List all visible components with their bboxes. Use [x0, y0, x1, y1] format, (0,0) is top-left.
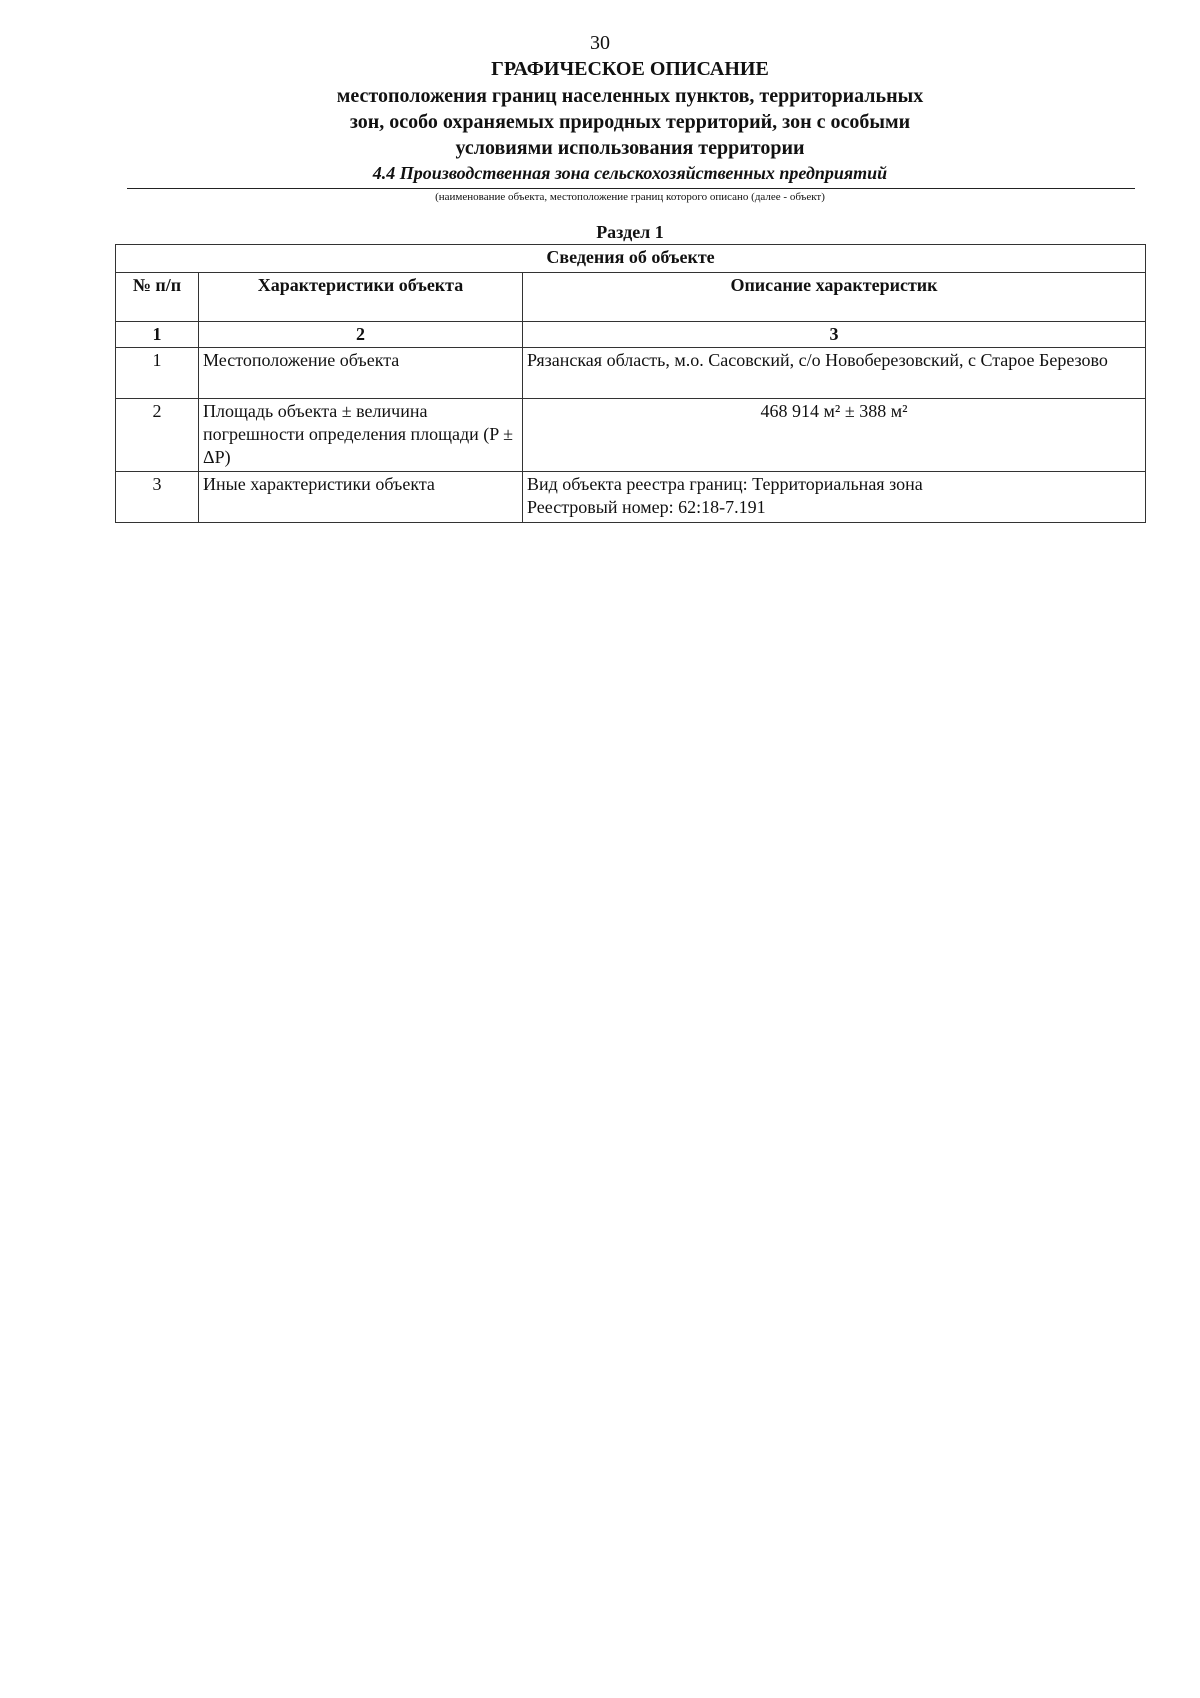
header-number: № п/п — [116, 273, 199, 322]
row-description — [523, 348, 1146, 399]
subtitle-line: местоположения границ населенных пунктов, территориальных — [336, 85, 924, 107]
section-title: Раздел 1 — [596, 222, 664, 242]
object-name: 4.4 Производственная зона сельскохозяйственных предприятий — [372, 163, 888, 183]
row-characteristic: Иные характеристики объекта — [199, 472, 523, 523]
table-row — [116, 348, 1146, 399]
row-number: 3 — [116, 472, 199, 523]
row-characteristic: Местоположение объекта — [199, 348, 523, 399]
document-subtitle — [0, 83, 1200, 161]
column-number: 2 — [199, 322, 523, 348]
table-caption: Сведения об объекте — [116, 245, 1146, 273]
description-line: Вид объекта реестра границ: Территориальная зона — [527, 474, 923, 494]
row-characteristic: Площадь объекта ± величина погрешности определения площади (P ± ΔP) — [199, 399, 523, 472]
description-line: Рязанская область, м.о. Сасовский, с/о Новоберезовский, с Старое Березово — [527, 350, 1108, 370]
row-number: 1 — [116, 348, 199, 399]
column-number: 3 — [523, 322, 1146, 348]
table-row — [116, 399, 1146, 472]
page-number: 30 — [590, 32, 610, 54]
object-info-table — [115, 244, 1146, 523]
row-description — [523, 472, 1146, 523]
table-caption-row — [116, 245, 1146, 273]
row-number: 2 — [116, 399, 199, 472]
subtitle-line: условиями использования территории — [455, 137, 805, 159]
table-row — [116, 472, 1146, 523]
header-description: Описание характеристик — [523, 273, 1146, 322]
subtitle-line: зон, особо охраняемых природных территорий, зон с особыми — [349, 111, 911, 133]
description-line: 468 914 м² ± 388 м² — [760, 401, 908, 421]
description-line: Реестровый номер: 62:18-7.191 — [527, 497, 766, 517]
object-name-caption: (наименование объекта, местоположение границ которого описано (далее - объект) — [435, 191, 825, 203]
object-name-underline — [127, 188, 1135, 189]
column-number: 1 — [116, 322, 199, 348]
column-number-row — [116, 322, 1146, 348]
header-characteristic: Характеристики объекта — [199, 273, 523, 322]
row-description — [523, 399, 1146, 472]
document-title: ГРАФИЧЕСКОЕ ОПИСАНИЕ — [491, 58, 769, 80]
table-header-row — [116, 273, 1146, 322]
